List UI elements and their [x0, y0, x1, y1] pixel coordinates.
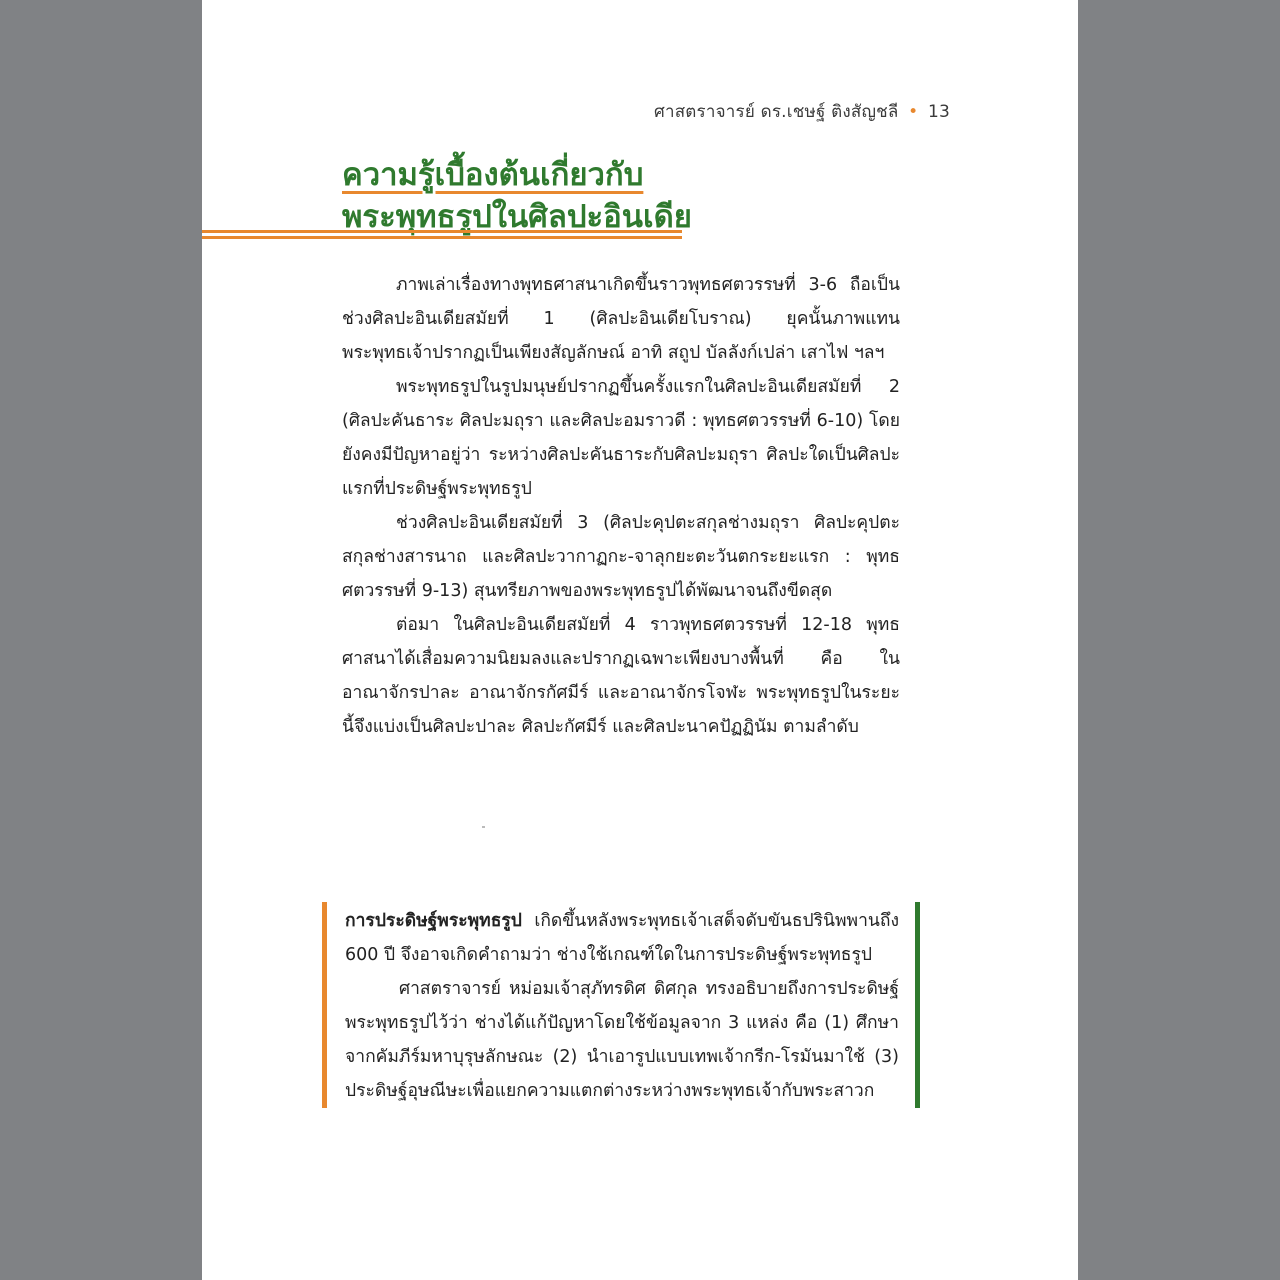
box-paragraph-1-text: เกิดขึ้นหลังพระพุทธเจ้าเสด็จดับขันธปรินิพพานถึง 600 ปี จึงอาจเกิดคำถามว่า ช่างใช้เกณฑ์ใดในการประดิษฐ์พระพุทธรูป: [345, 911, 899, 965]
box-lead: การประดิษฐ์พระพุทธรูป: [345, 911, 522, 931]
chapter-title: [342, 154, 692, 238]
page-number: 13: [927, 102, 950, 122]
sidebar-box: [322, 902, 920, 1108]
title-line-1: ความรู้เบื้องต้นเกี่ยวกับ: [342, 157, 644, 193]
title-line-2: พระพุทธรูปในศิลปะอินเดีย: [342, 199, 692, 235]
book-page: [202, 0, 1078, 1280]
box-paragraph-1: [345, 904, 899, 972]
body-text: [342, 268, 900, 744]
scan-speck: [482, 826, 485, 828]
author-name: ศาสตราจารย์ ดร.เชษฐ์ ติงสัญชลี: [653, 102, 899, 122]
box-paragraph-2: ศาสตราจารย์ หม่อมเจ้าสุภัทรดิศ ดิศกุล ทรงอธิบายถึงการประดิษฐ์พระพุทธรูปไว้ว่า ช่างได้แก้ปัญหาโดยใช้ข้อมูลจาก 3 แหล่ง คือ (1) ศึกษาจากคัมภีร์มหาบุรุษลักษณะ (2) นำเอารูปแบบเทพเจ้ากรีก-โรมันมาใช้ (3) ประดิษฐ์อุษณีษะเพื่อแยกความแตกต่างระหว่างพระพุทธเจ้ากับพระสาวก: [345, 979, 899, 1101]
paragraph-3: ช่วงศิลปะอินเดียสมัยที่ 3 (ศิลปะคุปตะสกุลช่างมถุรา ศิลปะคุปตะสกุลช่างสารนาถ และศิลปะวากาฏกะ-จาลุกยะตะวันตกระยะแรก : พุทธศตวรรษที่ 9-13) สุนทรียภาพของพระพุทธรูปได้พัฒนาจนถึงขีดสุด: [342, 513, 900, 601]
paragraph-2: พระพุทธรูปในรูปมนุษย์ปรากฏขึ้นครั้งแรกในศิลปะอินเดียสมัยที่ 2 (ศิลปะคันธาระ ศิลปะมถุรา และศิลปะอมราวดี : พุทธศตวรรษที่ 6-10) โดยยังคงมีปัญหาอยู่ว่า ระหว่างศิลปะคันธาระกับศิลปะมถุรา ศิลปะใดเป็นศิลปะแรกที่ประดิษฐ์พระพุทธรูป: [342, 377, 900, 499]
paragraph-4: ต่อมา ในศิลปะอินเดียสมัยที่ 4 ราวพุทธศตวรรษที่ 12-18 พุทธศาสนาได้เสื่อมความนิยมลงและปรากฏเฉพาะเพียงบางพื้นที่ คือ ในอาณาจักรปาละ อาณาจักรกัศมีร์ และอาณาจักรโจฬะ พระพุทธรูปในระยะนี้จึงแบ่งเป็นศิลปะปาละ ศิลปะกัศมีร์ และศิลปะนาคปัฏฏินัม ตามลำดับ: [342, 615, 900, 737]
title-rule: [202, 230, 682, 239]
separator-dot: •: [908, 102, 919, 122]
running-head: [654, 98, 950, 125]
paragraph-1: ภาพเล่าเรื่องทางพุทธศาสนาเกิดขึ้นราวพุทธศตวรรษที่ 3-6 ถือเป็นช่วงศิลปะอินเดียสมัยที่ 1 (ศิลปะอินเดียโบราณ) ยุคนั้นภาพแทนพระพุทธเจ้าปรากฏเป็นเพียงสัญลักษณ์ อาทิ สถูป บัลลังก์เปล่า เสาไฟ ฯลฯ: [342, 275, 900, 363]
